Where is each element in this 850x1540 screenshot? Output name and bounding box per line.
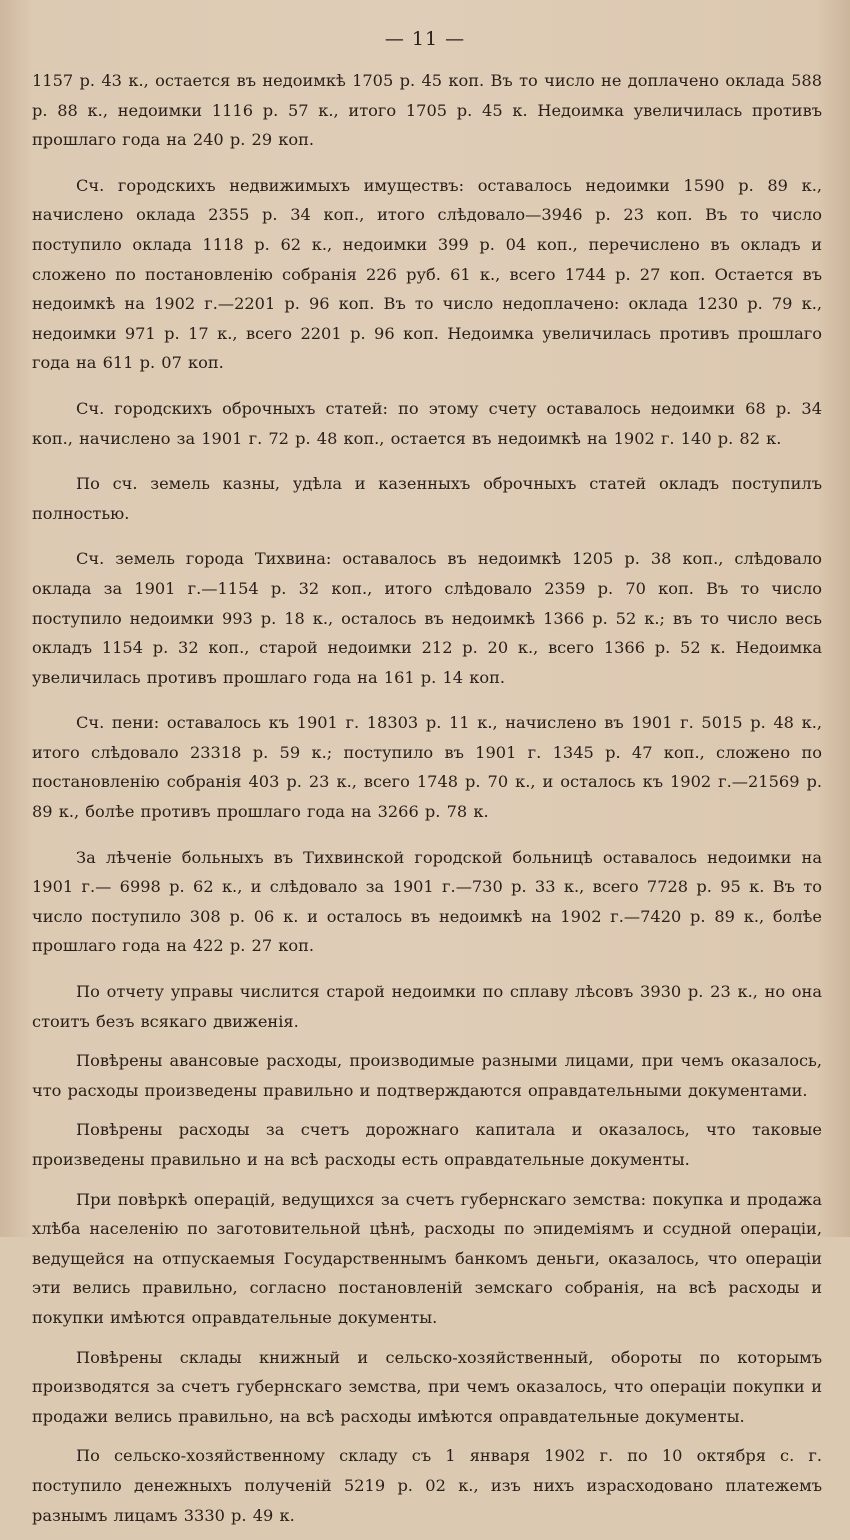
body-text — [32, 66, 822, 1540]
paragraph: По сч. земель казны, удѣла и казенныхъ оброчныхъ статей окладъ поступилъ полностью. — [32, 474, 822, 523]
paragraph: Повѣрены склады книжный и сельско-хозяйственный, обороты по которымъ производятся за счетъ губернскаго земства, при чемъ оказалось, что операціи покупки и продажи велись правильно, на всѣ расходы имѣются оправдательные документы. — [32, 1347, 822, 1426]
paragraph: Сч. земель города Тихвина: оставалось въ недоимкѣ 1205 р. 38 коп., слѣдовало оклада за 1901 г.—1154 р. 32 коп., итого слѣдовало 2359 р. 70 коп. Въ то число поступило недоимки 993 р. 18 к., осталось въ недоимкѣ 1366 р. 52 к.; въ то число весь окладъ 1154 р. 32 коп., старой недоимки 212 р. 20 к., всего 1366 р. 52 к. Недоимка увеличилась противъ прошлаго года на 161 р. 14 коп. — [32, 549, 822, 687]
paragraph: По сельско-хозяйственному складу съ 1 января 1902 г. по 10 октября с. г. поступило денежныхъ полученій 5219 р. 02 к., изъ нихъ израсходовано платежемъ разнымъ лицамъ 3330 р. 49 к. — [32, 1446, 822, 1525]
page-number: — 11 — — [384, 28, 466, 50]
paragraph: При повѣркѣ операцій, ведущихся за счетъ губернскаго земства: покупка и продажа хлѣба населенію по заготовительной цѣнѣ, расходы по эпидеміямъ и ссудной операціи, ведущейся на отпускаемыя Государственнымъ банкомъ деньги, оказалось, что операціи эти велись правильно, согласно постановленій земскаго собранія, на всѣ расходы и покупки имѣются оправдательные документы. — [32, 1189, 822, 1327]
paragraph: 1157 р. 43 к., остается въ недоимкѣ 1705 р. 45 коп. Въ то число не доплачено оклада 588 р. 88 к., недоимки 1116 р. 57 к., итого 1705 р. 45 к. Недоимка увеличилась противъ прошлаго года на 240 р. 29 коп. — [32, 71, 822, 150]
paragraph: За лѣченіе больныхъ въ Тихвинской городской больницѣ оставалось недоимки на 1901 г.— 6998 р. 62 к., и слѣдовало за 1901 г.—730 р. 33 к., всего 7728 р. 95 к. Въ то число поступило 308 р. 06 к. и осталось въ недоимкѣ на 1902 г.—7420 р. 89 к., болѣе прошлаго года на 422 р. 27 коп. — [32, 847, 822, 956]
paragraph: По отчету управы числится старой недоимки по сплаву лѣсовъ 3930 р. 23 к., но она стоитъ безъ всякаго движенія. — [32, 982, 822, 1031]
paragraph: Сч. городскихъ оброчныхъ статей: по этому счету оставалось недоимки 68 р. 34 коп., начислено за 1901 г. 72 р. 48 коп., остается въ недоимкѣ на 1902 г. 140 р. 82 к. — [32, 398, 822, 448]
paragraph: Сч. городскихъ недвижимыхъ имуществъ: оставалось недоимки 1590 р. 89 к., начислено оклада 2355 р. 34 коп., итого слѣдовало—3946 р. 23 коп. Въ то число поступило оклада 1118 р. 62 к., недоимки 399 р. 04 коп., перечислено въ окладъ и сложено по постановленію собранія 226 руб. 61 к., всего 1744 р. 27 коп. Остается въ недоимкѣ на 1902 г.—2201 р. 96 коп. Въ то число недоплачено: оклада 1230 р. 79 к., недоимки 971 р. 17 к., всего 2201 р. 96 коп. Недоимка увеличилась противъ прошлаго года на 611 р. 07 коп. — [32, 175, 822, 373]
paragraph: Повѣрены расходы за счетъ дорожнаго капитала и оказалось, что таковые произведены правильно и на всѣ расходы есть оправдательные документы. — [32, 1120, 822, 1169]
paragraph: Сч. пени: оставалось къ 1901 г. 18303 р. 11 к., начислено въ 1901 г. 5015 р. 48 к., итого слѣдовало 23318 р. 59 к.; поступило въ 1901 г. 1345 р. 47 коп., сложено по постановленію собранія 403 р. 23 к., всего 1748 р. 70 к., и осталось къ 1902 г.—21569 р. 89 к., болѣе противъ прошлаго года на 3266 р. 78 к. — [32, 713, 822, 822]
paragraph: Повѣрены авансовые расходы, производимые разными лицами, при чемъ оказалось, что расходы произведены правильно и подтверждаются оправдательными документами. — [32, 1051, 822, 1100]
